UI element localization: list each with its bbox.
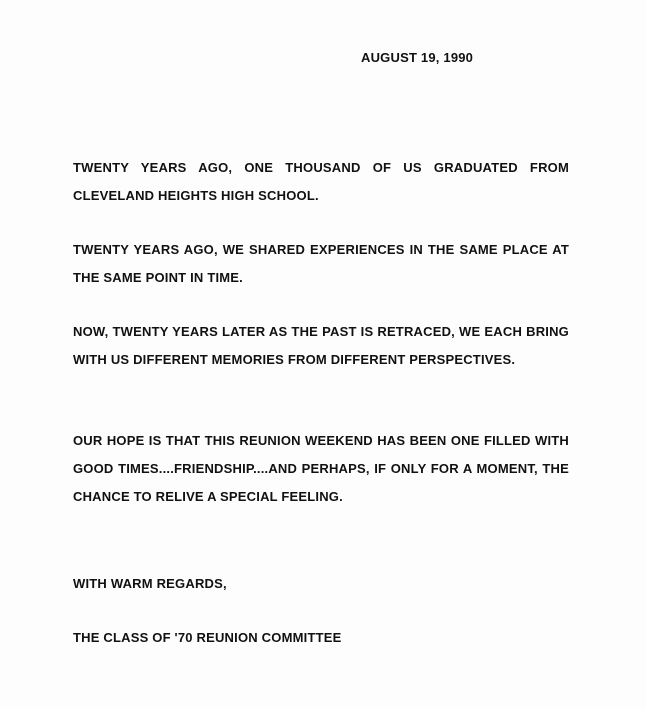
paragraph-memories: NOW, TWENTY YEARS LATER AS THE PAST IS RETRACED, WE EACH BRING WITH US DIFFERENT MEMORIES FROM DIFFERENT PERSPECTIVES. [73, 324, 569, 367]
letter-date: AUGUST 19, 1990 [361, 50, 474, 65]
closing-line: WITH WARM REGARDS, [73, 576, 227, 591]
paragraph-graduation: TWENTY YEARS AGO, ONE THOUSAND OF US GRADUATED FROM CLEVELAND HEIGHTS HIGH SCHOOL. [73, 160, 569, 203]
paragraph-hope: OUR HOPE IS THAT THIS REUNION WEEKEND HAS BEEN ONE FILLED WITH GOOD TIMES....FRIENDSHIP....AND PERHAPS, IF ONLY FOR A MOMENT, THE CHANCE TO RELIVE A SPECIAL FEELING. [73, 433, 569, 504]
signature-line: THE CLASS OF '70 REUNION COMMITTEE [73, 630, 342, 645]
paragraph-shared-experiences: TWENTY YEARS AGO, WE SHARED EXPERIENCES IN THE SAME PLACE AT THE SAME POINT IN TIME. [73, 242, 569, 285]
